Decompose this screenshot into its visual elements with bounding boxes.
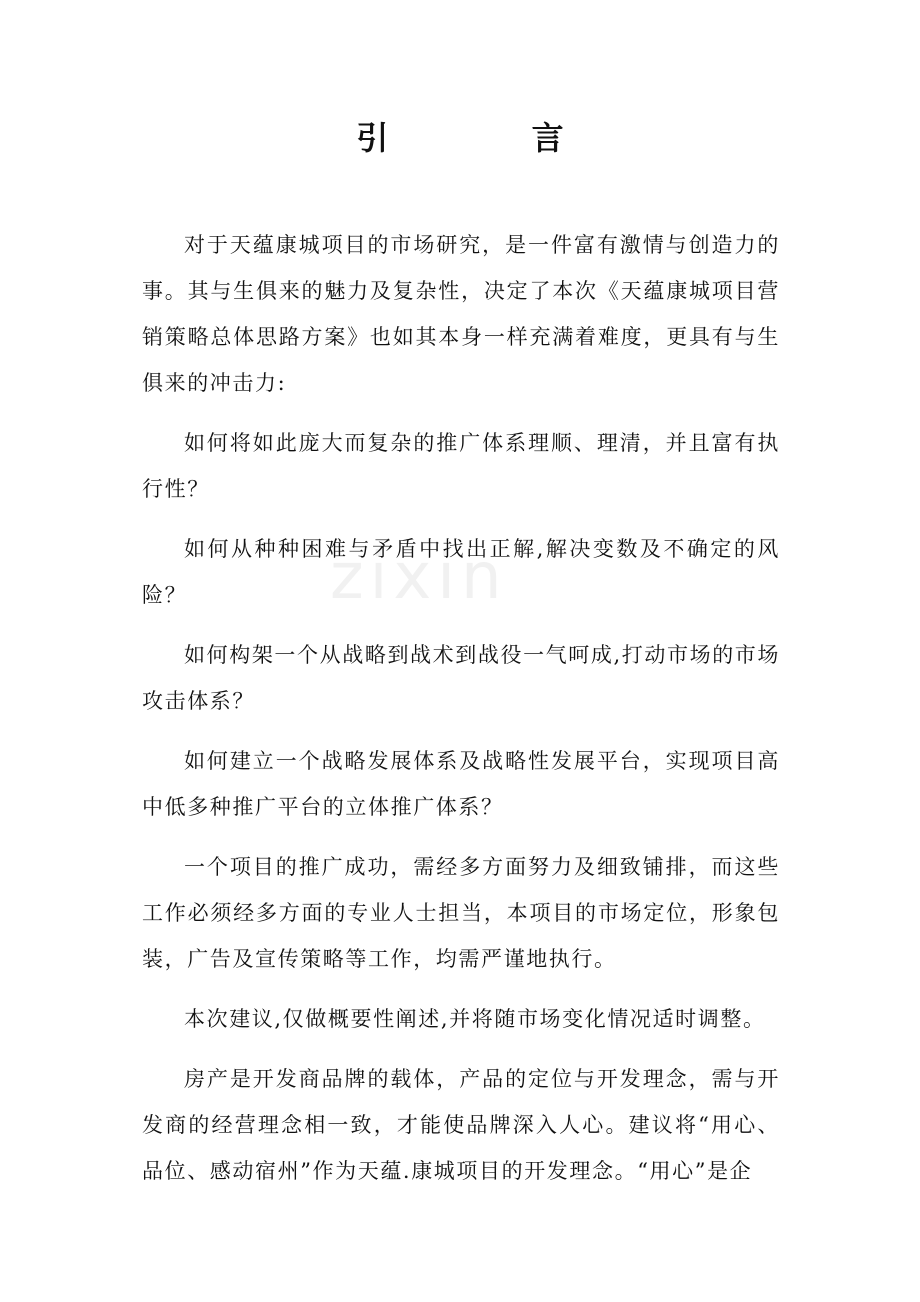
watermark: zixin [330,540,508,614]
paragraph: 如何将如此庞大而复杂的推广体系理顺、理清，并且富有执行性？ [142,431,780,501]
paragraph: 一个项目的推广成功，需经多方面努力及细致铺排，而这些工作必须经多方面的专业人士担当，本项目的市场定位，形象包装，广告及宣传策略等工作，均需严谨地执行。 [142,855,780,971]
paragraph: 房产是开发商品牌的载体，产品的定位与开发理念，需与开发商的经营理念相一致，才能使品牌深入人心。建议将“用心、品位、感动宿州”作为天蕴.康城项目的开发理念。“用心”是企 [142,1067,780,1183]
paragraph: 如何建立一个战略发展体系及战略性发展平台，实现项目高中低多种推广平台的立体推广体系？ [142,749,780,819]
paragraph: 如何从种种困难与矛盾中找出正解,解决变数及不确定的风险？ [142,537,780,607]
paragraph: 对于天蕴康城项目的市场研究，是一件富有激情与创造力的事。其与生俱来的魅力及复杂性，决定了本次《天蕴康城项目营销策略总体思路方案》也如其本身一样充满着难度，更具有与生俱来的冲击力: [142,233,780,395]
paragraph: 本次建议,仅做概要性阐述,并将随市场变化情况适时调整。 [184,1007,766,1031]
document-body [142,222,780,1208]
paragraph: 如何构架一个从战略到战术到战役一气呵成,打动市场的市场攻击体系？ [142,643,780,713]
page-title: 引 言 [356,119,630,157]
